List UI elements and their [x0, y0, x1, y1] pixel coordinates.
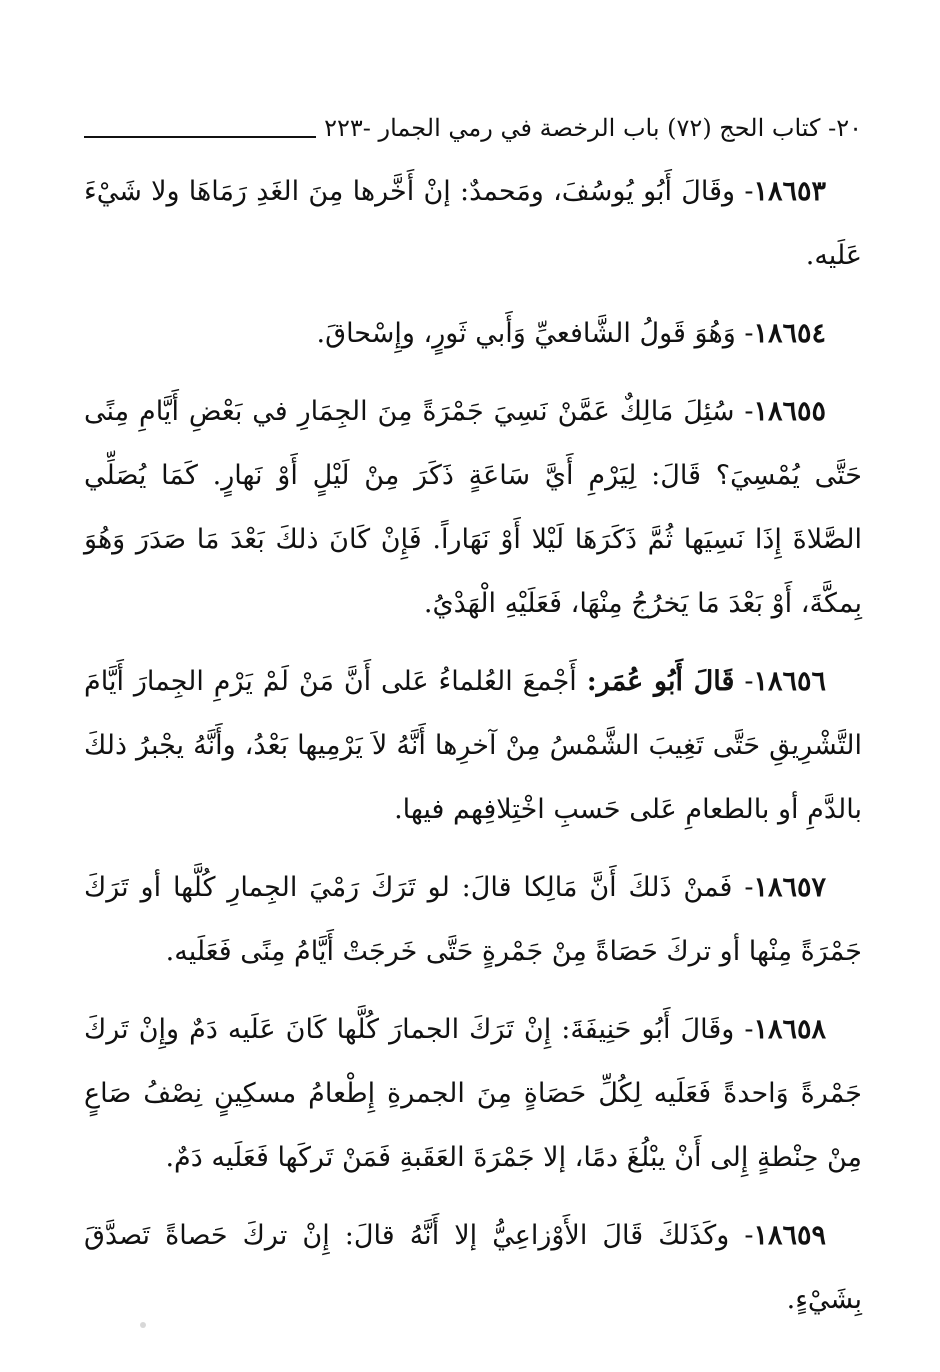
body-text [84, 160, 862, 1346]
paragraph: ١٨٦٥٥- سُئِلَ مَالِكٌ عَمَّنْ نَسِيَ جَمْرَةً مِنَ الجِمَارِ في بَعْضِ أَيَّامِ مِنًى حَتَّى يُمْسِيَ؟ قَالَ: لِيَرْمِ أَيَّ سَاعَةٍ ذَكَرَ مِنْ لَيْلٍ أَوْ نَهارٍ. كَمَا يُصَلِّي الصَّلاةَ إِذَا نَسِيَها ثُمَّ ذَكَرَهَا لَيْلا أَوْ نَهَاراً. فَإِنْ كَانَ ذلكَ بَعْدَ مَا صَدَرَ وَهُوَ بِمكَّةَ، أَوْ بَعْدَ مَا يَخرُجُ مِنْهَا، فَعَلَيْهِ الْهَدْيُ. [84, 396, 862, 619]
paragraph-number: ١٨٦٥٣ [753, 176, 826, 207]
paragraph-text: وكَذَلكَ قَالَ الأَوْزاعِيُّ إلا أَنَّهُ قالَ: إِنْ تركَ حَصاةً تَصدَّقَ بِشَيْءٍ. [84, 1220, 862, 1315]
paragraph-number: ١٨٦٥٧ [753, 872, 826, 903]
header-rule [84, 136, 316, 138]
header-title: ٢٠- كتاب الحج (٧٢) باب الرخصة في رمي الجمار -٢٢٣ [324, 114, 862, 142]
paragraph-number: ١٨٦٥٤ [753, 318, 826, 349]
paragraph-text: وقَالَ أَبُو حَنِيفَةَ: إِنْ تَرَكَ الجمارَ كُلَّها كَانَ عَلَيه دَمٌ وإِنْ تَركَ جَمْرةً وَاحدةً فَعَلَيه لِكُلِّ حَصَاةٍ مِنَ الجمرةِ إِطْعامُ مسكِينٍ نِصْفُ صَاعٍ مِنْ حِنْطةٍ إِلى أَنْ يبْلُغَ دمًا، إلا جَمْرَةَ العَقَبةِ فَمَنْ تَركَها فَعَلَيه دَمٌ. [84, 1014, 862, 1173]
paragraph-number: ١٨٦٥٩ [753, 1220, 826, 1251]
paragraph-text: أَجْمعَ العُلماءُ عَلى أَنَّ مَنْ لَمْ يَرْمِ الجِمارَ أَيَّامَ التَّشْرِيقِ حَتَّى تَغِيبَ الشَّمْسُ مِنْ آخرِها أَنَّهُ لاَ يَرْمِيها بَعْدُ، وأَنَّهُ يجْبرُ ذلكَ بالدَّمِ أو بالطعامِ عَلى حَسبِ اخْتِلافِهم فيها. [84, 666, 862, 825]
paragraph: ١٨٦٥٤- وَهُوَ قَولُ الشَّافعيِّ وَأَبي ثَورٍ، وإِسْحاقَ. [316, 318, 826, 349]
paragraph-number: ١٨٦٥٥ [753, 396, 826, 427]
paragraph-text: وَهُوَ قَولُ الشَّافعيِّ وَأَبي ثَورٍ، وإِسْحاقَ. [316, 318, 736, 349]
paragraph-number: ١٨٦٥٨ [753, 1014, 826, 1045]
paragraph-text: سُئِلَ مَالِكٌ عَمَّنْ نَسِيَ جَمْرَةً مِنَ الجِمَارِ في بَعْضِ أَيَّامِ مِنًى حَتَّى يُمْسِيَ؟ قَالَ: لِيَرْمِ أَيَّ سَاعَةٍ ذَكَرَ مِنْ لَيْلٍ أَوْ نَهارٍ. كَمَا يُصَلِّي الصَّلاةَ إِذَا نَسِيَها ثُمَّ ذَكَرَهَا لَيْلا أَوْ نَهَاراً. فَإِنْ كَانَ ذلكَ بَعْدَ مَا صَدَرَ وَهُوَ بِمكَّةَ، أَوْ بَعْدَ مَا يَخرُجُ مِنْهَا، فَعَلَيْهِ الْهَدْيُ. [84, 396, 862, 619]
paragraph: ١٨٦٥٧- فَمنْ ذَلكَ أَنَّ مَالِكا قالَ: لو تَرَكَ رَمْيَ الجِمارِ كُلَّها أو تَرَكَ جَمْرَةً مِنْها أو تركَ حَصَاةً مِنْ جَمْرةٍ حَتَّى خَرجَتْ أَيَّامُ مِنًى فَعَلَيه. [84, 872, 862, 967]
speaker-name: قَالَ أَبُو عُمَر: [586, 666, 735, 697]
paragraph: ١٨٦٥٦- قَالَ أَبُو عُمَر: أَجْمعَ العُلماءُ عَلى أَنَّ مَنْ لَمْ يَرْمِ الجِمارَ أَيَّامَ التَّشْرِيقِ حَتَّى تَغِيبَ الشَّمْسُ مِنْ آخرِها أَنَّهُ لاَ يَرْمِيها بَعْدُ، وأَنَّهُ يجْبرُ ذلكَ بالدَّمِ أو بالطعامِ عَلى حَسبِ اخْتِلافِهم فيها. [84, 666, 862, 825]
ink-speck [140, 1322, 146, 1328]
paragraph: ١٨٦٥٣- وقَالَ أَبُو يُوسُفَ، ومَحمدٌ: إنْ أَخَّرها مِنَ الغَدِ رَمَاهَا ولا شَيْءَ عَلَيه. [84, 176, 862, 271]
paragraph-number: ١٨٦٥٦ [753, 666, 826, 697]
paragraph: ١٨٦٥٩- وكَذَلكَ قَالَ الأَوْزاعِيُّ إلا أَنَّهُ قالَ: إِنْ تركَ حَصاةً تَصدَّقَ بِشَيْءٍ. [84, 1220, 862, 1315]
running-header [84, 104, 862, 144]
paragraph-text: وقَالَ أَبُو يُوسُفَ، ومَحمدٌ: إنْ أَخَّرها مِنَ الغَدِ رَمَاهَا ولا شَيْءَ عَلَيه. [84, 176, 862, 271]
paragraph: ١٨٦٥٨- وقَالَ أَبُو حَنِيفَةَ: إِنْ تَرَكَ الجمارَ كُلَّها كَانَ عَلَيه دَمٌ وإِنْ تَركَ جَمْرةً وَاحدةً فَعَلَيه لِكُلِّ حَصَاةٍ مِنَ الجمرةِ إِطْعامُ مسكِينٍ نِصْفُ صَاعٍ مِنْ حِنْطةٍ إِلى أَنْ يبْلُغَ دمًا، إلا جَمْرَةَ العَقَبةِ فَمَنْ تَركَها فَعَلَيه دَمٌ. [84, 1014, 862, 1173]
paragraph-text: فَمنْ ذَلكَ أَنَّ مَالِكا قالَ: لو تَرَكَ رَمْيَ الجِمارِ كُلَّها أو تَرَكَ جَمْرَةً مِنْها أو تركَ حَصَاةً مِنْ جَمْرةٍ حَتَّى خَرجَتْ أَيَّامُ مِنًى فَعَلَيه. [84, 872, 862, 967]
